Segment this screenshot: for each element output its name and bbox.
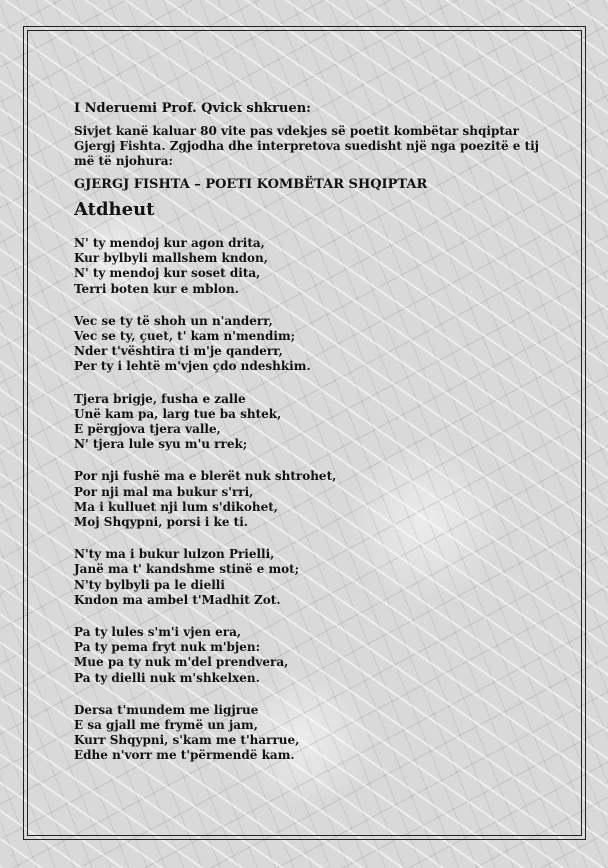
poem-line: Nder t'vështira ti m'je qanderr,	[74, 344, 283, 359]
poem-line: N' tjera lule syu m'u rrek;	[74, 437, 248, 452]
poem-line: Per ty i lehtë m'vjen çdo ndeshkim.	[74, 359, 311, 374]
poem-line: E sa gjall me frymë un jam,	[74, 718, 258, 733]
poem-line: Kurr Shqypni, s'kam me t'harrue,	[74, 733, 300, 748]
poem-line: Kndon ma ambel t'Madhit Zot.	[74, 592, 281, 607]
document-body	[74, 100, 544, 781]
stanza-6	[74, 625, 544, 686]
poem-line: Unë kam pa, larg tue ba shtek,	[74, 406, 282, 421]
poet-subtitle: GJERGJ FISHTA – POETI KOMBËTAR SHQIPTAR	[74, 177, 428, 192]
poem-line: N' ty mendoj kur agon drita,	[74, 236, 265, 250]
poem-line: Por nji fushë ma e blerët nuk shtrohet,	[74, 469, 337, 484]
poem-title: Atdheut	[74, 199, 155, 220]
poem-line: Vec se ty të shoh un n'anderr,	[74, 313, 273, 328]
poem-line: Por nji mal ma bukur s'rri,	[74, 484, 254, 499]
poem-line: Pa ty pema fryt nuk m'bjen:	[74, 640, 261, 655]
poem-line: Terri boten kur e mblon.	[74, 281, 239, 296]
stanza-5	[74, 547, 544, 608]
stanza-4	[74, 469, 544, 530]
poem-line: N' ty mendoj kur soset dita,	[74, 266, 261, 281]
stanza-1	[74, 236, 544, 297]
poem-line: Vec se ty, çuet, t' kam n'mendim;	[74, 329, 296, 344]
poem-line: E përgjova tjera valle,	[74, 422, 221, 437]
stanza-2	[74, 314, 544, 375]
stanza-3	[74, 392, 544, 453]
intro-paragraph: Sivjet kanë kaluar 80 vite pas vdekjes së poetit kombëtar shqiptar Gjergj Fishta. Zgjodha dhe interpretova suedisht një nga poezitë e tij më të njohura:	[74, 124, 540, 168]
poem-line: N'ty bylbyli pa le dielli	[74, 577, 225, 592]
poem-line: Dersa t'mundem me ligjrue	[74, 702, 259, 717]
letter-heading: I Nderuemi Prof. Qvick shkruen:	[74, 101, 311, 116]
poem-line: N'ty ma i bukur lulzon Prielli,	[74, 547, 275, 562]
poem-line: Janë ma t' kandshme stinë e mot;	[74, 562, 300, 577]
poem-line: Ma i kulluet nji lum s'dikohet,	[74, 499, 278, 514]
poem-line: Mue pa ty nuk m'del prendvera,	[74, 655, 289, 670]
poem-line: Kur bylbyli mallshem kndon,	[74, 251, 268, 266]
poem-line: Moj Shqypni, porsi i ke ti.	[74, 515, 248, 530]
poem-line: Edhe n'vorr me t'përmendë kam.	[74, 748, 295, 763]
poem-line: Pa ty lules s'm'i vjen era,	[74, 625, 242, 640]
stanza-7	[74, 703, 544, 764]
poem-line: Tjera brigje, fusha e zalle	[74, 391, 246, 406]
poem-line: Pa ty dielli nuk m'shkelxen.	[74, 670, 260, 685]
